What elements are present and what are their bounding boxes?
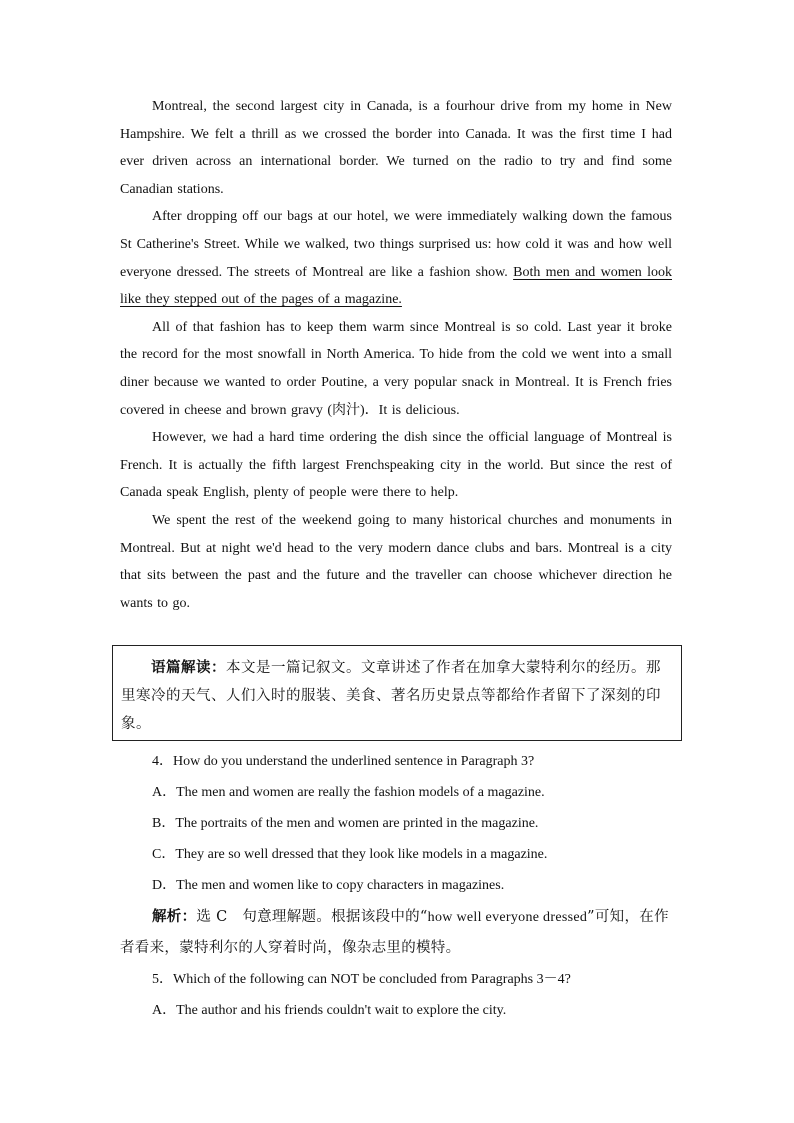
passage-summary [121, 654, 673, 738]
analysis-label: 解析： [152, 908, 197, 925]
question-4-option-d: D．The men and women like to copy characters in magazines. [152, 878, 505, 893]
question-4-stem: 4．How do you understand the underlined sentence in Paragraph 3? [152, 754, 535, 769]
underlined-sentence: Both men and women look like they stepped out of the pages of a magazine. [120, 264, 672, 308]
question-5-option-a: A．The author and his friends couldn't wait to explore the city. [152, 1003, 507, 1018]
question-5-stem: 5．Which of the following can NOT be concluded from Paragraphs 3－4? [152, 972, 571, 987]
summary-text: 本文是一篇记叙文。文章讲述了作者在加拿大蒙特利尔的经历。那里寒冷的天气、人们入时的服装、美食、著名历史景点等都给作者留下了深刻的印象。 [121, 660, 661, 732]
questions-section [120, 746, 680, 1026]
passage-summary-box [112, 645, 682, 741]
question-4-option-a: A．The men and women are really the fashion models of a magazine. [152, 785, 545, 800]
paragraph-2-text: After dropping off our bags at our hotel, we were immediately walking down the famous St Catherine's Street. While we walked, two things surprised us: how cold it was and how well everyone dressed. The streets of Montreal are like a fashion show. [120, 209, 672, 280]
analysis-quote: how well everyone dressed [427, 910, 588, 925]
passage-paragraph-3: All of that fashion has to keep them warm since Montreal is so cold. Last year it broke the record for the most snowfall in North America. To hide from the cold we went into a small diner because we wanted to order Poutine, a very popular snack in Montreal. It is French fries covered in cheese and brown gravy (肉汁)．It is delicious. [120, 319, 672, 418]
passage-paragraph-1: Montreal, the second largest city in Canada, is a fourhour drive from my home in New Hampshire. We felt a thrill as we crossed the border into Canada. It was the first time I had ever driven across an international border. We turned on the radio to try and find some Canadian stations. [120, 99, 672, 197]
question-4-option-c: C．They are so well dressed that they look like models in a magazine. [152, 847, 548, 862]
passage-paragraph-5: We spent the rest of the weekend going to many historical churches and monuments in Montreal. But at night we'd head to the very modern dance clubs and bars. Montreal is a city that sits between the past and the future and the traveller can choose whichever direction he wants to go. [120, 512, 672, 611]
analysis-text-1: 句意理解题。根据该段中的“ [227, 909, 428, 925]
question-4-analysis [120, 901, 680, 964]
summary-label: 语篇解读： [151, 659, 226, 676]
passage-paragraph-4: However, we had a hard time ordering the dish since the official language of Montreal is French. It is actually the fifth largest Frenchspeaking city in the world. But since the rest of Canada speak English, plenty of people were there to help. [120, 430, 672, 501]
analysis-text-2: ”可知，在作者看来，蒙特利尔的人穿着时尚，像杂志里的模特。 [120, 909, 669, 956]
passage-paragraph-2 [120, 203, 672, 313]
reading-passage [120, 93, 672, 617]
question-4-option-b: B．The portraits of the men and women are printed in the magazine. [152, 816, 539, 831]
analysis-choice: 选 C [196, 909, 228, 925]
